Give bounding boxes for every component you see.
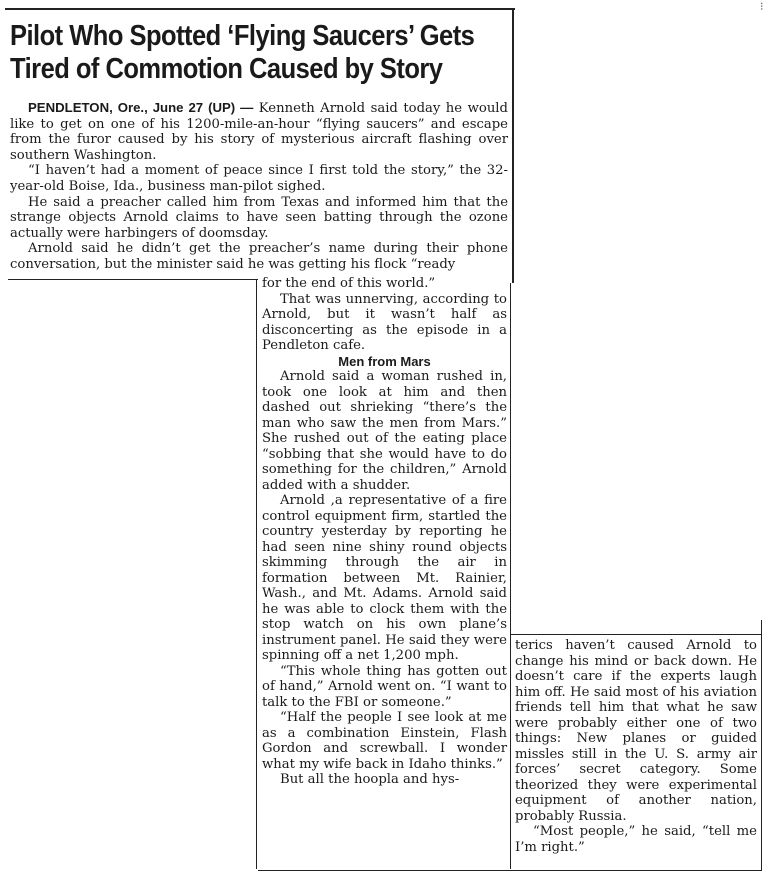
bottom-rule [258, 870, 762, 871]
column-3-paragraph-1: “Most people,” he said, “tell me I’m right.” [515, 824, 757, 855]
col2-right-border [510, 283, 511, 869]
column-2-continuation: for the end of this world.” [262, 276, 436, 291]
top-rule [5, 8, 515, 10]
column-2-paragraph-3: Arnold ,a representative of a fire control equipment firm, startled the country yesterday by reporting he had seen nine shiny round objects skimming through the air in formation between Mt. Rainier, Wash., and Mt. Adams. Arnold said he was able to clock them with the stop watch on his own plane’s instrument panel. He said they were spinning off a net 1,200 mph. [262, 493, 507, 663]
column-2-paragraph-2: Arnold said a woman rushed in, took one look at him and then dashed out shrieking “there’s the man who saw the men from Mars.” She rushed out of the eating place “sobbing that she would have to do something for the children,” Arnold added with a shudder. [262, 369, 507, 493]
column-2-paragraph-4: “This whole thing has gotten out of hand,” Arnold went on. “I want to talk to the FBI or someone.” [262, 663, 507, 710]
headline-line-2: Tired of Commotion Caused by Story [10, 53, 443, 85]
column-2-paragraph-6: But all the hoopla and hys- [280, 772, 460, 787]
article-column-3 [515, 638, 757, 855]
column-3-continuation: terics haven’t caused Arnold to change his mind or back down. He doesn’t care if the experts laugh him off. He said most of his aviation friends tell him that what he saw were probably either one of two things: New planes or guided missles still in the U. S. army air forces’ secret category. Some theorized they were experimental equipment of another nation, probably Russia. [515, 638, 757, 824]
lead-paragraph-4: Arnold said he didn’t get the preacher’s name during their phone conversation, but the minister said he was getting his flock “ready [10, 241, 508, 272]
article-column-2 [262, 276, 507, 788]
column-2-paragraph-5: “Half the people I see look at me as a combination Einstein, Flash Gordon and screwball. I wonder what my wife back in Idaho thinks.” [262, 710, 507, 772]
col3-right-border [761, 620, 762, 870]
column-2-paragraph-1: That was unnerving, according to Arnold, but it wasn’t half as disconcerting as the episode in a Pendleton cafe. [262, 291, 507, 353]
subhead: Men from Mars [338, 353, 431, 369]
col3-top-rule [510, 634, 762, 635]
headline-line-1: Pilot Who Spotted ‘Flying Saucers’ Gets [10, 20, 475, 52]
lead-paragraph-3: He said a preacher called him from Texas and informed him that the strange objects Arnold claims to have seen batting through the ozone actually were harbingers of doomsday. [10, 194, 508, 241]
lead-text [10, 100, 508, 273]
col2-left-border [256, 279, 257, 869]
scan-mark: ⁝ [760, 0, 764, 13]
right-column-border [512, 8, 514, 283]
lead-paragraph-2: “I haven’t had a moment of peace since I first told the story,” the 32-year-old Boise, Ida., business man-pilot sighed. [10, 163, 508, 194]
dateline: PENDLETON, Ore., June 27 (UP) — [28, 100, 254, 115]
headline [10, 20, 512, 86]
lead-paragraph-1 [10, 100, 508, 163]
lead-paragraph-1-text: Kenneth Arnold said today he would like to get on one of his 1200-mile-an-hour “flying saucers” and escape from the furor caused by his story of mysterious aircraft flashing over southern Washington. [10, 101, 508, 163]
lead-bottom-rule [8, 279, 258, 280]
